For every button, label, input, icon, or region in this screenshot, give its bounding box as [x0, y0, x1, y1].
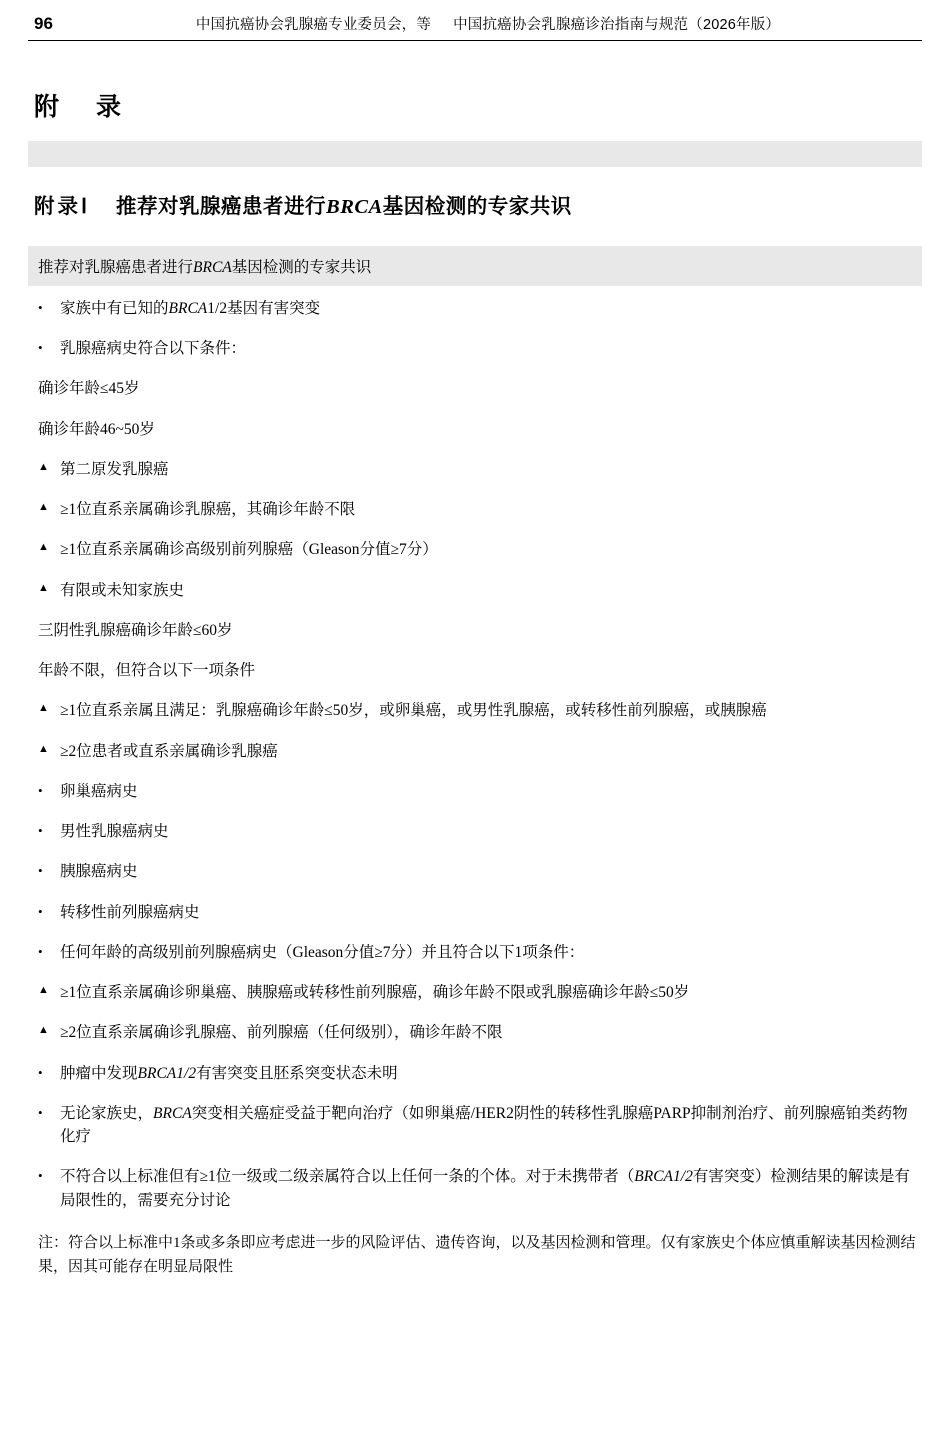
row-text-pre: 不符合以上标准但有≥1位一级或二级亲属符合以上任何一条的个体。对于未携带者（ [60, 1168, 635, 1186]
appendix-section-title: 附 录 [34, 93, 128, 122]
row-text-post: 突变相关癌症受益于靶向治疗（如卵巢癌/HER2阴性的转移性乳腺癌PARP抑制剂治疗、前列腺癌铂类药物化疗 [60, 1104, 908, 1146]
table-row [28, 369, 922, 409]
table-row-text [60, 297, 918, 320]
table-row-text [38, 418, 918, 441]
row-text-pre: ≥1位直系亲属确诊卵巢癌、胰腺癌或转移性前列腺癌，确诊年龄不限或乳腺癌确诊年龄≤50岁 [60, 984, 690, 1002]
header-divider [28, 40, 922, 41]
dot-bullet-icon: • [38, 340, 43, 356]
table-row-text [60, 538, 918, 561]
table-row-text [60, 981, 918, 1004]
row-text-pre: ≥1位直系亲属确诊高级别前列腺癌（Gleason分值≥7分） [60, 541, 438, 559]
appendix-heading-label: 附录Ⅰ [34, 195, 91, 219]
table-row-text [60, 1165, 918, 1212]
header-titles [94, 17, 922, 34]
table-row [28, 1053, 922, 1093]
table-row [28, 409, 922, 449]
table-row-text [60, 941, 918, 964]
table-row-text [38, 659, 918, 682]
row-text-pre: ≥2位患者或直系亲属确诊乳腺癌 [60, 742, 278, 760]
dot-bullet-icon: • [38, 903, 43, 919]
row-text-pre: 卵巢癌病史 [60, 782, 138, 800]
table-note: 注：符合以上标准中1条或多条即应考虑进一步的风险评估、遗传咨询，以及基因检测和管理。仅有家族史个体应慎重解读基因检测结果，因其可能存在明显局限性 [38, 1235, 916, 1275]
header-right-title: 中国抗癌协会乳腺癌诊治指南与规范（2026年版） [453, 17, 781, 33]
table-row-text [60, 1102, 918, 1149]
table-row [28, 449, 922, 489]
table-row-text [60, 579, 918, 602]
row-text-pre: 肿瘤中发现 [60, 1064, 138, 1082]
row-text-pre: 乳腺癌病史符合以下条件： [60, 340, 247, 358]
dot-bullet-icon: • [38, 863, 43, 879]
triangle-bullet-icon: ▲ [38, 742, 49, 755]
row-text-pre: 确诊年龄≤45岁 [38, 380, 140, 398]
dot-bullet-icon: • [38, 823, 43, 839]
table-header-italic: BRCA [193, 259, 232, 277]
table-row [28, 892, 922, 932]
row-text-pre: 无论家族史， [60, 1104, 154, 1122]
triangle-bullet-icon: ▲ [38, 541, 49, 554]
row-text-italic: BRCA1/2 [137, 1064, 197, 1082]
table-row [28, 731, 922, 771]
row-text-pre: 第二原发乳腺癌 [60, 460, 169, 478]
table-row [28, 771, 922, 811]
table-row-text [60, 820, 918, 843]
row-text-pre: 转移性前列腺癌病史 [60, 903, 200, 921]
triangle-bullet-icon: ▲ [38, 581, 49, 594]
table-header-post: 基因检测的专家共识 [231, 259, 372, 277]
row-text-pre: ≥1位直系亲属确诊乳腺癌，其确诊年龄不限 [60, 501, 356, 519]
triangle-bullet-icon: ▲ [38, 984, 49, 997]
table-row [28, 570, 922, 610]
triangle-bullet-icon: ▲ [38, 460, 49, 473]
row-text-post: 有害突变且胚系突变状态未明 [196, 1064, 398, 1082]
appendix-heading-text-pre: 推荐对乳腺癌患者进行 [116, 195, 327, 219]
row-text-post: 有害突变）检测结果的解读是有局限性的，需要充分讨论 [60, 1168, 910, 1209]
table-row-text [60, 458, 918, 481]
table-header [28, 245, 922, 286]
table-row-text [60, 740, 918, 763]
table-row-text [60, 1062, 918, 1085]
table-row [28, 651, 922, 691]
table-row-text [60, 901, 918, 924]
table-row [28, 288, 922, 328]
table-row [28, 1013, 922, 1053]
triangle-bullet-icon: ▲ [38, 501, 49, 514]
page-number: 96 [34, 14, 53, 33]
table-rows [28, 286, 922, 1220]
dot-bullet-icon: • [38, 1064, 43, 1080]
table-row-text [38, 377, 918, 400]
table-row-text [38, 619, 918, 642]
table-row [28, 691, 922, 731]
table-row-text [60, 699, 918, 722]
triangle-bullet-icon: ▲ [38, 702, 49, 715]
appendix-heading-text-italic: BRCA [326, 196, 383, 219]
table-row-text [60, 337, 918, 360]
row-text-pre: 三阴性乳腺癌确诊年龄≤60岁 [38, 621, 233, 639]
consensus-table [28, 245, 922, 1279]
table-row [28, 530, 922, 570]
row-text-pre: 确诊年龄46~50岁 [38, 420, 155, 438]
triangle-bullet-icon: ▲ [38, 1024, 49, 1037]
row-text-pre: ≥2位直系亲属确诊乳腺癌、前列腺癌（任何级别），确诊年龄不限 [60, 1024, 503, 1042]
table-row [28, 329, 922, 369]
row-text-pre: 有限或未知家族史 [60, 581, 185, 599]
table-row-text [60, 860, 918, 883]
row-text-pre: 家族中有已知的 [60, 299, 169, 317]
row-text-pre: 男性乳腺癌病史 [60, 823, 169, 841]
decorative-band [28, 141, 922, 167]
dot-bullet-icon: • [38, 943, 43, 959]
appendix-heading [34, 189, 922, 219]
table-row [28, 932, 922, 972]
table-row-text [60, 780, 918, 803]
table-row [28, 610, 922, 650]
row-text-italic: BRCA1/2 [634, 1168, 693, 1186]
running-header [28, 0, 922, 34]
table-row [28, 973, 922, 1013]
dot-bullet-icon: • [38, 1104, 43, 1120]
dot-bullet-icon: • [38, 299, 43, 315]
row-text-pre: 胰腺癌病史 [60, 863, 138, 881]
row-text-pre: ≥1位直系亲属且满足：乳腺癌确诊年龄≤50岁，或卵巢癌，或男性乳腺癌，或转移性前列腺癌，或胰腺癌 [60, 702, 767, 720]
table-row [28, 1093, 922, 1157]
appendix-heading-text-post: 基因检测的专家共识 [382, 195, 572, 219]
dot-bullet-icon: • [38, 782, 43, 798]
row-text-italic: BRCA [153, 1104, 192, 1122]
table-row [28, 852, 922, 892]
header-left-title: 中国抗癌协会乳腺癌专业委员会，等 [195, 17, 432, 33]
dot-bullet-icon: • [38, 1168, 43, 1184]
row-text-pre: 年龄不限，但符合以下一项条件 [38, 662, 256, 680]
row-text-post: 1/2基因有害突变 [207, 299, 321, 317]
row-text-pre: 任何年龄的高级别前列腺癌病史（Gleason分值≥7分）并且符合以下1项条件： [60, 943, 585, 961]
table-row-text [60, 1021, 918, 1044]
table-row-text [60, 498, 918, 521]
row-text-italic: BRCA [168, 299, 208, 317]
table-row [28, 812, 922, 852]
table-header-pre: 推荐对乳腺癌患者进行 [38, 259, 194, 277]
table-row [28, 490, 922, 530]
table-row [28, 1157, 922, 1221]
